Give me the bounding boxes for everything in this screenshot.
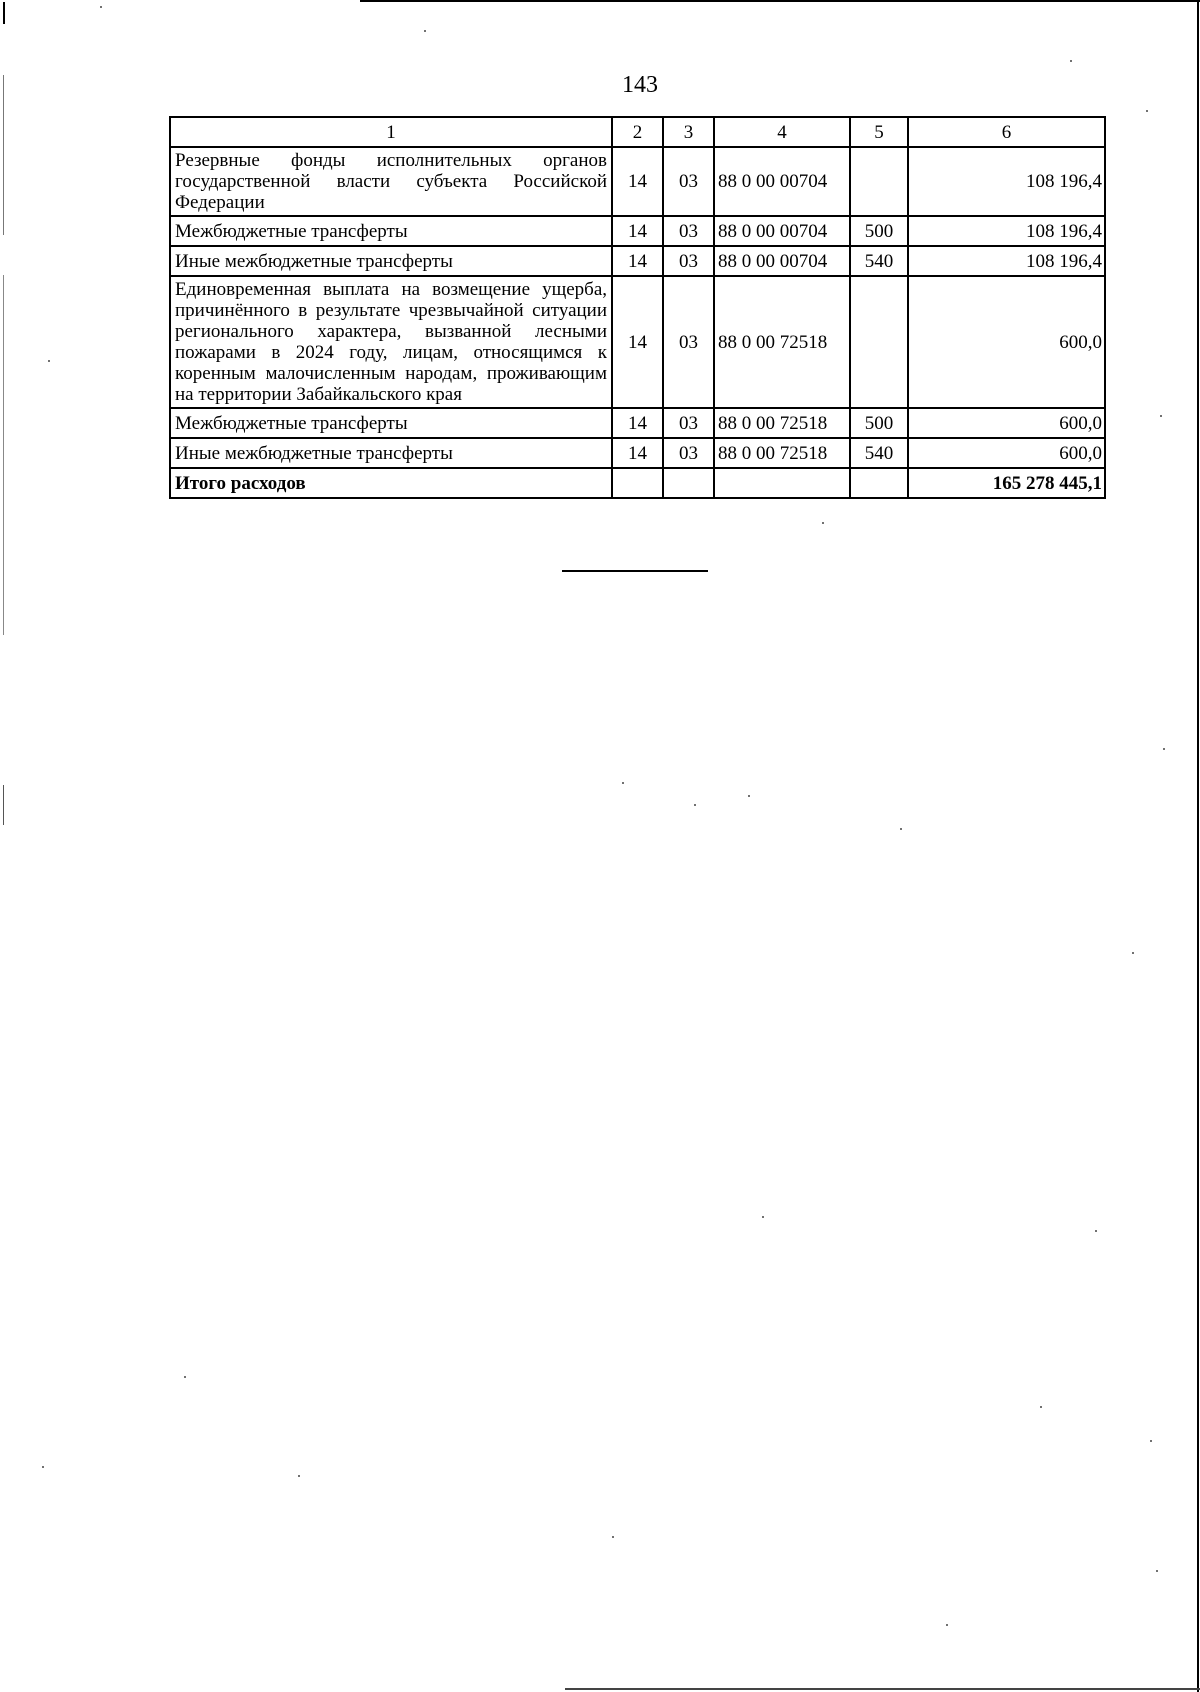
scan-speck <box>1163 748 1165 750</box>
expense-type-cell <box>850 147 908 216</box>
expense-type-cell: 500 <box>850 216 908 246</box>
scan-left-mark <box>3 785 4 825</box>
section-code-cell: 14 <box>612 147 663 216</box>
expense-type-cell <box>850 276 908 408</box>
target-article-cell: 88 0 00 72518 <box>714 276 850 408</box>
target-article-cell: 88 0 00 00704 <box>714 216 850 246</box>
scan-left-mark <box>3 2 5 24</box>
subsection-code-cell: 03 <box>663 216 714 246</box>
scan-bottom-edge <box>565 1688 1200 1690</box>
table-header-row <box>170 117 1105 147</box>
section-code-cell: 14 <box>612 216 663 246</box>
table-row <box>170 147 1105 216</box>
row-name-cell: Единовременная выплата на возмещение ущерба, причинённого в результате чрезвычайной ситуации регионального характера, вызванной лесными пожарами в 2024 году, лицам, относящимся к коренным малочисленным народам, проживающим на территории Забайкальского края <box>170 276 612 408</box>
amount-cell: 108 196,4 <box>908 216 1105 246</box>
expenditure-table <box>169 116 1106 499</box>
table-row <box>170 216 1105 246</box>
column-header: 3 <box>663 117 714 147</box>
expense-type-cell: 540 <box>850 246 908 276</box>
column-header: 5 <box>850 117 908 147</box>
column-header: 6 <box>908 117 1105 147</box>
empty-cell <box>612 468 663 498</box>
section-code-cell: 14 <box>612 438 663 468</box>
table-row <box>170 246 1105 276</box>
scan-speck <box>1132 952 1134 954</box>
scan-speck <box>1070 60 1072 62</box>
table-row <box>170 438 1105 468</box>
scan-speck <box>612 1536 614 1538</box>
amount-cell: 600,0 <box>908 276 1105 408</box>
scan-speck <box>184 1376 186 1378</box>
scan-speck <box>1156 1570 1158 1572</box>
row-name-cell: Иные межбюджетные трансферты <box>170 438 612 468</box>
scan-top-edge <box>360 0 1200 2</box>
scan-speck <box>424 30 426 32</box>
scan-speck <box>1040 1406 1042 1408</box>
target-article-cell: 88 0 00 00704 <box>714 147 850 216</box>
scan-speck <box>694 804 696 806</box>
scan-right-edge <box>1197 0 1199 1692</box>
table-row <box>170 408 1105 438</box>
expense-type-cell: 500 <box>850 408 908 438</box>
section-code-cell: 14 <box>612 246 663 276</box>
scan-speck <box>822 522 824 524</box>
scan-speck <box>298 1475 300 1477</box>
subsection-code-cell: 03 <box>663 147 714 216</box>
scan-speck <box>48 360 50 362</box>
scan-speck <box>762 1216 764 1218</box>
scan-speck <box>946 1624 948 1626</box>
scan-left-mark <box>3 275 4 635</box>
target-article-cell: 88 0 00 72518 <box>714 408 850 438</box>
empty-cell <box>714 468 850 498</box>
scan-speck <box>1146 110 1148 112</box>
empty-cell <box>663 468 714 498</box>
subsection-code-cell: 03 <box>663 408 714 438</box>
scan-speck <box>748 795 750 797</box>
scan-speck <box>1150 1440 1152 1442</box>
expense-type-cell: 540 <box>850 438 908 468</box>
scan-speck <box>1095 1230 1097 1232</box>
row-name-cell: Межбюджетные трансферты <box>170 216 612 246</box>
target-article-cell: 88 0 00 00704 <box>714 246 850 276</box>
total-row <box>170 468 1105 498</box>
subsection-code-cell: 03 <box>663 438 714 468</box>
scan-speck <box>100 6 102 8</box>
row-name-cell: Межбюджетные трансферты <box>170 408 612 438</box>
amount-cell: 600,0 <box>908 408 1105 438</box>
target-article-cell: 88 0 00 72518 <box>714 438 850 468</box>
amount-cell: 600,0 <box>908 438 1105 468</box>
table-row <box>170 276 1105 408</box>
scan-speck <box>42 1466 44 1468</box>
total-amount-cell: 165 278 445,1 <box>908 468 1105 498</box>
scan-speck <box>900 828 902 830</box>
amount-cell: 108 196,4 <box>908 147 1105 216</box>
page-number: 143 <box>622 72 658 98</box>
scan-speck <box>1160 415 1162 417</box>
section-code-cell: 14 <box>612 408 663 438</box>
scan-left-mark <box>3 75 4 235</box>
end-of-table-rule <box>562 570 708 572</box>
empty-cell <box>850 468 908 498</box>
column-header: 1 <box>170 117 612 147</box>
section-code-cell: 14 <box>612 276 663 408</box>
row-name-cell: Резервные фонды исполнительных органов государственной власти субъекта Российской Федерации <box>170 147 612 216</box>
subsection-code-cell: 03 <box>663 276 714 408</box>
column-header: 4 <box>714 117 850 147</box>
row-name-cell: Иные межбюджетные трансферты <box>170 246 612 276</box>
column-header: 2 <box>612 117 663 147</box>
total-label-cell: Итого расходов <box>170 468 612 498</box>
amount-cell: 108 196,4 <box>908 246 1105 276</box>
subsection-code-cell: 03 <box>663 246 714 276</box>
scan-speck <box>622 782 624 784</box>
